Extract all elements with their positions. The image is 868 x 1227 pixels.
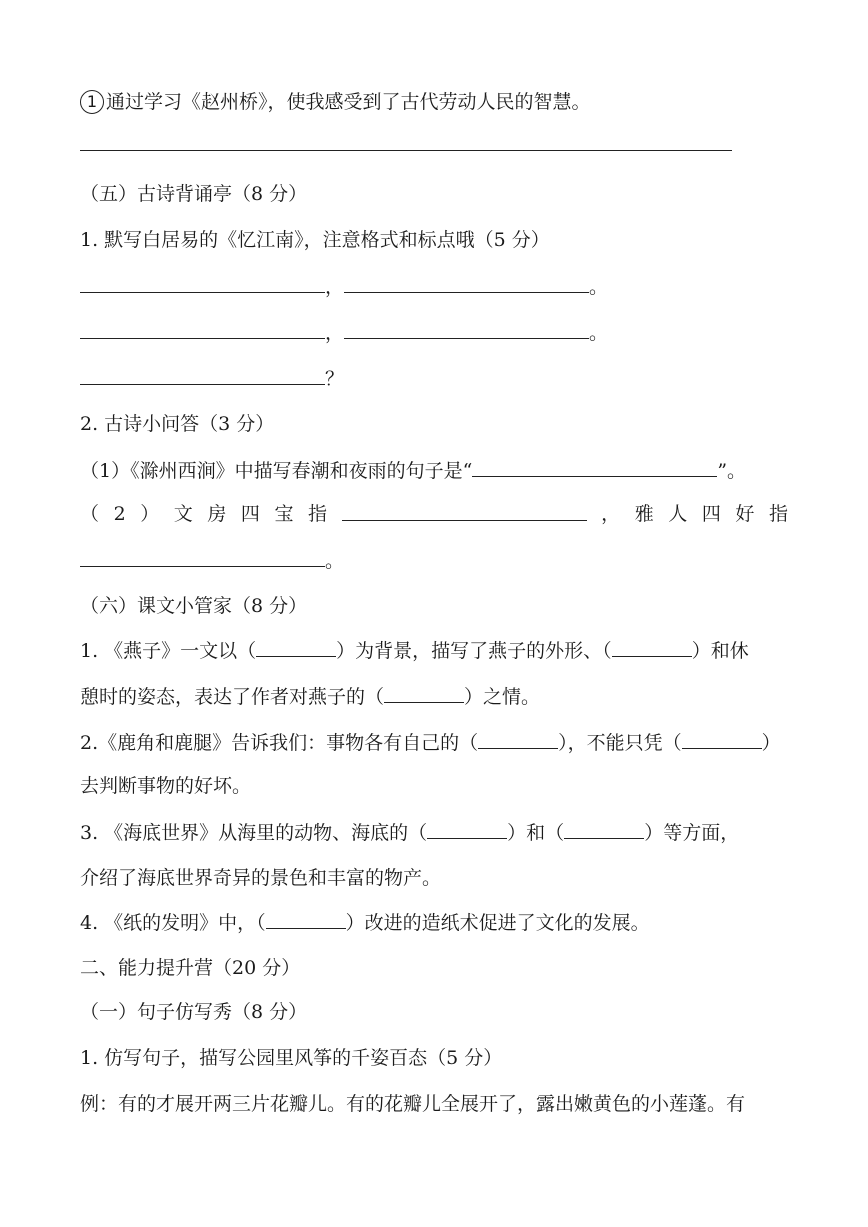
text: 4. 《纸的发明》中，（ (80, 912, 266, 934)
comma: ， (325, 322, 345, 344)
q2-2-char: 好 (735, 503, 755, 525)
q2-2-char: 雅 (634, 503, 654, 525)
text: 3. 《海底世界》从海里的动物、海底的（ (80, 822, 428, 844)
poem-blank[interactable] (344, 272, 589, 293)
q2-2-char: 2 (113, 503, 126, 525)
q2-2-char: 四 (240, 503, 260, 525)
section-6-q3-line-1 (80, 818, 788, 847)
poem-blank[interactable] (80, 318, 325, 339)
poem-line-1 (80, 272, 788, 301)
q2-1-blank[interactable] (472, 456, 717, 477)
section-6-q1-line-2 (80, 682, 788, 711)
section-6-q3-line-2: 介绍了海底世界奇异的景色和丰富的物产。 (80, 867, 442, 889)
q2-2-char: ） (140, 503, 160, 525)
section-6-q2-line-1 (80, 728, 788, 757)
section-5-title: （五）古诗背诵亭（8 分） (80, 183, 308, 205)
q2-2-char: 指 (768, 503, 788, 525)
answer-line-item-1[interactable] (80, 130, 788, 159)
text: ）等方面， (644, 822, 740, 844)
text: 2.《鹿角和鹿腿》告诉我们：事物各有自己的（ (80, 732, 479, 754)
poem-blank[interactable] (80, 364, 325, 385)
text: 1. 《燕子》一文以（ (80, 640, 257, 662)
paren-blank[interactable] (564, 818, 644, 839)
paren-blank[interactable] (384, 682, 464, 703)
q2-2-char: 指 (308, 503, 328, 525)
poem-line-2 (80, 318, 788, 347)
section-6-title: （六）课文小管家（8 分） (80, 595, 308, 617)
poem-blank[interactable] (344, 318, 589, 339)
section-5-q2-2-cont (80, 546, 788, 575)
part-2-sub-1: （一）句子仿写秀（8 分） (80, 1001, 308, 1023)
section-6-q4 (80, 908, 788, 937)
text: ） (761, 732, 781, 754)
q2-2-blank-1[interactable] (342, 500, 587, 521)
section-6-q1-line-1 (80, 636, 788, 665)
long-answer-blank[interactable] (80, 130, 732, 151)
section-5-q2: 2. 古诗小问答（3 分） (80, 413, 275, 435)
paren-blank[interactable] (478, 728, 558, 749)
section-5-q2-2 (80, 500, 788, 528)
section-5-q1: 1. 默写白居易的《忆江南》，注意格式和标点哦（5 分） (80, 229, 550, 251)
part-2-q1: 1. 仿写句子，描写公园里风筝的千姿百态（5 分） (80, 1047, 503, 1069)
period: 。 (325, 550, 345, 572)
paren-blank[interactable] (612, 636, 692, 657)
text: ）改进的造纸术促进了文化的发展。 (345, 912, 650, 934)
item-1-text: 通过学习《赵州桥》，使我感受到了古代劳动人民的智慧。 (106, 91, 591, 113)
text: ）和（ (507, 822, 565, 844)
poem-blank[interactable] (80, 272, 325, 293)
text: ）为背景，描写了燕子的外形、（ (336, 640, 612, 662)
q2-2-char: 文 (173, 503, 193, 525)
period: 。 (589, 276, 609, 298)
part-2-example: 例：有的才展开两三片花瓣儿。有的花瓣儿全展开了，露出嫩黄色的小莲蓬。有 (80, 1093, 746, 1115)
text: ）之情。 (464, 686, 541, 708)
text: 憩时的姿态，表达了作者对燕子的（ (80, 686, 385, 708)
paren-blank[interactable] (256, 636, 336, 657)
part-2-title: 二、能力提升营（20 分） (80, 957, 301, 979)
q2-1-suffix: ”。 (717, 460, 747, 482)
q2-2-char: 四 (701, 503, 721, 525)
comma: ， (325, 276, 345, 298)
item-1 (80, 88, 788, 116)
text: ）和休 (691, 640, 749, 662)
q2-2-comma: ， (601, 503, 621, 525)
paren-blank[interactable] (427, 818, 507, 839)
q2-2-char: 房 (207, 503, 227, 525)
q2-1-prefix: （1）《滁州西涧》中描写春潮和夜雨的句子是“ (80, 460, 473, 482)
poem-line-3 (80, 364, 788, 393)
section-5-q2-1 (80, 456, 788, 485)
section-6-q2-line-2: 去判断事物的好坏。 (80, 775, 252, 797)
circled-number: 1 (80, 90, 104, 114)
paren-blank[interactable] (682, 728, 762, 749)
text: ），不能只凭（ (558, 732, 682, 754)
q2-2-char: 人 (668, 503, 688, 525)
question-mark: ？ (325, 368, 345, 390)
period: 。 (589, 322, 609, 344)
q2-2-char: 宝 (274, 503, 294, 525)
q2-2-char: （ (80, 503, 100, 525)
q2-2-blank-2[interactable] (80, 546, 325, 567)
paren-blank[interactable] (266, 908, 346, 929)
